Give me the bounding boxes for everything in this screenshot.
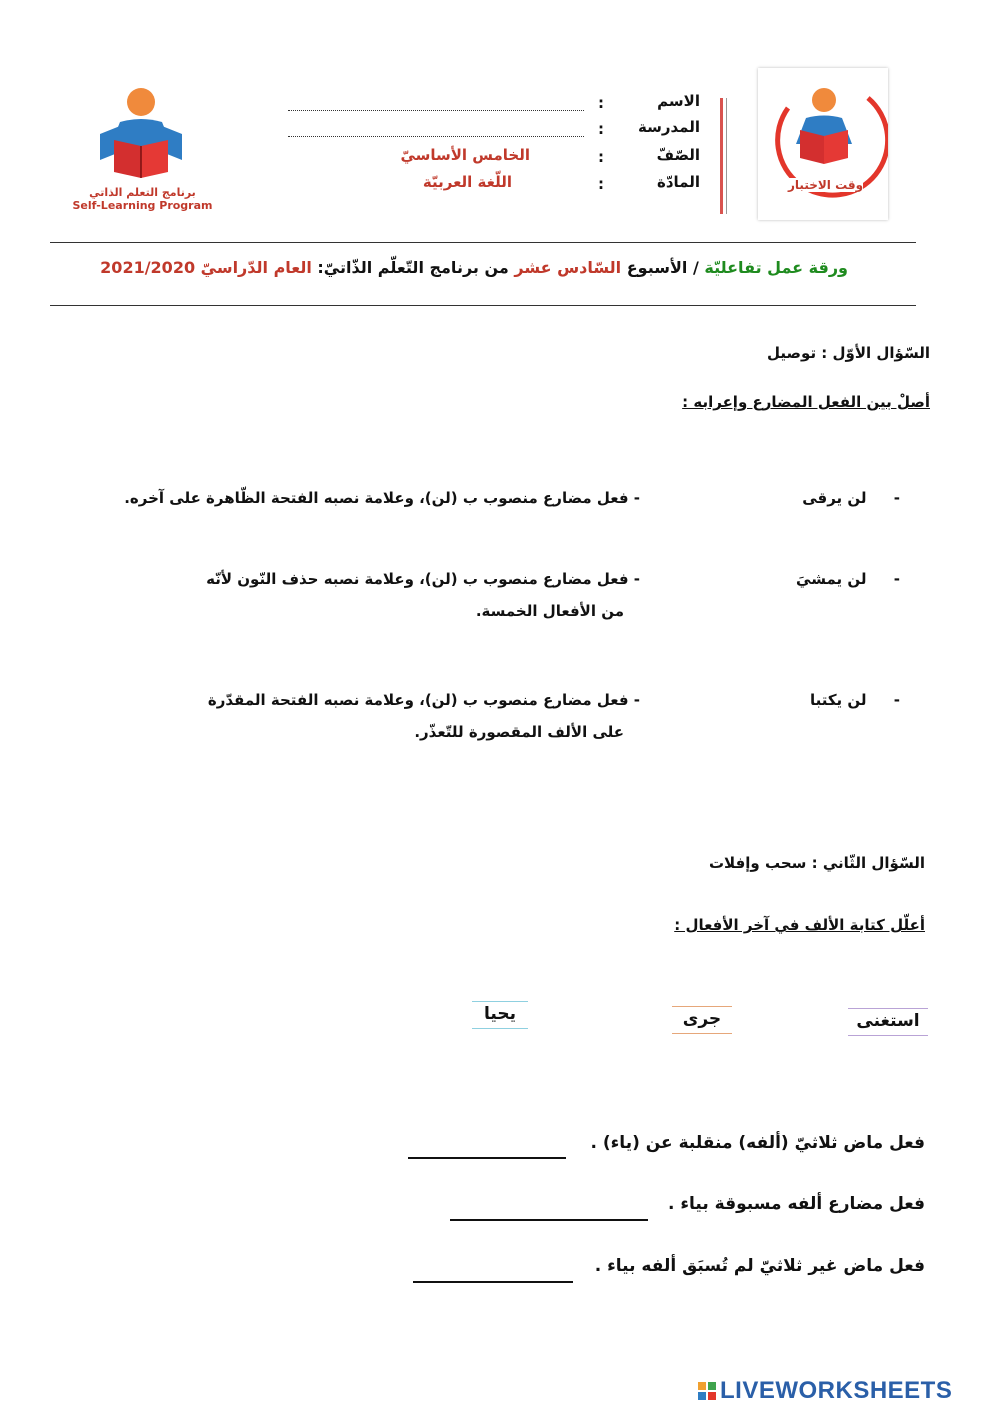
- field-colon: :: [598, 175, 604, 193]
- title-program: من برنامج التّعلّم الذّاتيّ:: [317, 258, 509, 277]
- drag-word-yahya[interactable]: يحيا: [472, 1001, 528, 1029]
- title-bottom-rule: [50, 305, 916, 306]
- drag-word-istaghna[interactable]: استغنى: [848, 1008, 928, 1036]
- reading-child-icon: [70, 82, 215, 182]
- drag-word-jara[interactable]: جرى: [672, 1006, 732, 1034]
- logo-caption-ar: برنامج التعلم الذاتي: [89, 186, 196, 199]
- verb-text: لن يمشيَ: [796, 570, 867, 588]
- school-field[interactable]: [288, 122, 584, 137]
- header-divider: [726, 98, 727, 214]
- drop-zone-2[interactable]: [450, 1218, 648, 1221]
- parsing-line: - فعل مضارع منصوب ب (لن)، وعلامة نصبه الفتحة الظّاهرة على آخره.: [124, 489, 640, 507]
- field-colon: :: [598, 120, 604, 138]
- field-label-class: الصّفّ: [656, 146, 700, 164]
- lws-brand-text: LIVEWORKSHEETS: [720, 1377, 953, 1404]
- title-week-number: السّادس عشر: [514, 258, 622, 277]
- verb-text: لن يرقى: [802, 489, 867, 507]
- header-divider: [720, 98, 723, 214]
- title-worksheet: ورقة عمل تفاعليّة: [704, 258, 848, 277]
- parsing-line: على الألف المقصورة للتّعذّر.: [414, 723, 624, 741]
- match-item-left[interactable]: [802, 489, 900, 507]
- field-label-name: الاسم: [657, 92, 700, 110]
- reason-sentence: فعل ماض ثلاثيّ (ألفه) منقلبة عن (ياء) .: [590, 1133, 925, 1153]
- match-item-right[interactable]: [208, 691, 640, 741]
- exam-time-logo: [758, 68, 888, 220]
- field-label-school: المدرسة: [638, 118, 700, 136]
- class-value: الخامس الأساسيّ: [400, 146, 530, 164]
- q1-instruction: أصلْ بين الفعل المضارع وإعرابه :: [682, 393, 930, 411]
- q2-heading: السّؤال الثّاني : سحب وإفلات: [708, 854, 925, 872]
- field-colon: :: [598, 148, 604, 166]
- parsing-line: من الأفعال الخمسة.: [475, 602, 624, 620]
- name-field[interactable]: [288, 96, 584, 111]
- field-label-subject: المادّة: [656, 173, 700, 191]
- self-learning-logo: [70, 82, 215, 217]
- page-title: ورقة عمل تفاعليّة / الأسبوع السّادس عشر من برنامج التّعلّم الذّاتيّ: العام الدّراسيّ 2021/2020: [100, 258, 848, 277]
- reason-sentence: فعل مضارع ألفه مسبوقة بياء .: [667, 1194, 925, 1214]
- drop-zone-3[interactable]: [413, 1280, 573, 1283]
- q2-instruction: أعلّل كتابة الألف في آخر الأفعال :: [674, 916, 925, 934]
- parsing-line: - فعل مضارع منصوب ب (لن)، وعلامة نصبه حذف النّون لأنّه: [206, 570, 640, 588]
- bullet: -: [893, 691, 900, 709]
- bullet: -: [893, 570, 900, 588]
- drop-zone-1[interactable]: [408, 1156, 566, 1159]
- title-top-rule: [50, 242, 916, 243]
- lws-logo-icon: [698, 1382, 716, 1400]
- q1-heading: السّؤال الأوّل : توصيل: [767, 344, 930, 362]
- match-item-left[interactable]: [810, 691, 900, 709]
- title-week: الأسبوع: [626, 258, 688, 277]
- verb-text: لن يكتبا: [809, 691, 867, 709]
- parsing-line: - فعل مضارع منصوب ب (لن)، وعلامة نصبه الفتحة المقدّرة: [207, 691, 640, 709]
- logo-caption-en: Self-Learning Program: [72, 199, 213, 212]
- clock-ring-icon: [758, 68, 888, 220]
- subject-value: اللّغة العربيّة: [422, 173, 512, 191]
- exam-time-caption: وقت الاختبار: [788, 178, 864, 192]
- match-item-right[interactable]: [206, 570, 640, 620]
- reason-sentence: فعل ماض غير ثلاثيّ لم تُسبَق ألفه بياء .: [594, 1256, 925, 1276]
- liveworksheets-brand[interactable]: [698, 1377, 952, 1405]
- title-year: العام الدّراسيّ 2021/2020: [100, 258, 312, 277]
- match-item-right[interactable]: [124, 489, 640, 507]
- match-item-left[interactable]: [796, 570, 900, 588]
- field-colon: :: [598, 94, 604, 112]
- bullet: -: [893, 489, 900, 507]
